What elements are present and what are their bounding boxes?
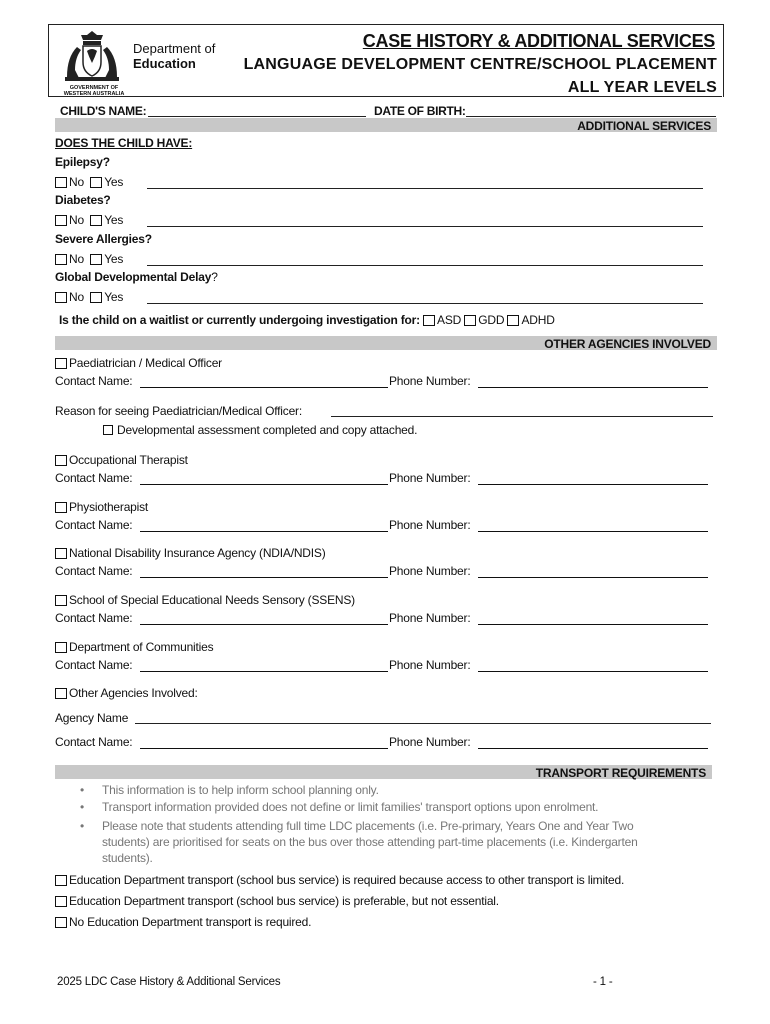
allergies-options: [55, 252, 123, 266]
no-label: No: [69, 175, 84, 189]
yes-label: Yes: [104, 290, 124, 304]
department-name: [133, 41, 215, 71]
department-line2: Education: [133, 56, 196, 71]
allergies-details-field[interactable]: [147, 265, 703, 266]
transport-bullet-3: [80, 819, 634, 834]
ot-phone-field[interactable]: [478, 484, 708, 485]
department-line1: Department of: [133, 41, 216, 56]
bullet-dot: •: [80, 800, 85, 814]
transport-option-required: [55, 873, 624, 887]
global-developmental-delay-label: [55, 270, 218, 284]
gdd-label-text: Global Developmental Delay: [55, 270, 212, 284]
transport-option-none: [55, 915, 311, 929]
diabetes-options: [55, 213, 123, 227]
does-child-have-heading: DOES THE CHILD HAVE:: [55, 136, 193, 150]
form-title: CASE HISTORY & ADDITIONAL SERVICES: [362, 31, 715, 51]
waitlist-row: [59, 313, 555, 327]
form-year-levels: ALL YEAR LEVELS: [567, 79, 717, 96]
adhd-label: ADHD: [521, 313, 555, 327]
paediatrician-item: [55, 356, 222, 370]
ot-contact-field[interactable]: [140, 484, 388, 485]
department-logo: [55, 29, 225, 97]
government-line2: WESTERN AUSTRALIA: [63, 91, 125, 97]
transport-option-preferable: [55, 894, 499, 908]
waitlist-question: Is the child on a waitlist or currently undergoing investigation for:: [59, 313, 420, 327]
physio-phone-label: Phone Number:: [389, 518, 471, 532]
child-name-label: CHILD'S NAME:: [60, 104, 147, 118]
ndia-contact-label: Contact Name:: [55, 564, 133, 578]
form-subtitle: LANGUAGE DEVELOPMENT CENTRE/SCHOOL PLACEMENT: [243, 56, 717, 73]
paediatrician-checkbox[interactable]: [55, 358, 67, 369]
ssens-contact-field[interactable]: [140, 624, 388, 625]
ndia-phone-field[interactable]: [478, 577, 708, 578]
transport-preferable-label: Education Department transport (school bus service) is preferable, but not essential.: [69, 894, 499, 908]
diabetes-no-checkbox[interactable]: [55, 215, 67, 226]
other-agencies-header: [55, 336, 717, 350]
transport-bullet-1: [80, 783, 379, 798]
physiotherapist-label: Physiotherapist: [69, 500, 149, 514]
additional-services-header: [55, 118, 717, 132]
bullet-text: Please note that students attending full time LDC placements (i.e. Pre-primary, Years One and Year Two: [102, 819, 634, 833]
paediatrician-contact-label: Contact Name:: [55, 374, 133, 388]
ssens-label: School of Special Educational Needs Sensory (SSENS): [69, 593, 355, 607]
other-agencies-label: Other Agencies Involved:: [69, 686, 198, 700]
severe-allergies-label: Severe Allergies?: [55, 232, 152, 246]
asd-label: ASD: [437, 313, 462, 327]
dev-assessment-item: [103, 423, 417, 437]
yes-label: Yes: [104, 175, 124, 189]
communities-item: [55, 640, 213, 654]
ssens-item: [55, 593, 355, 607]
no-label: No: [69, 252, 84, 266]
ndia-checkbox[interactable]: [55, 548, 67, 559]
gdd-options: [55, 290, 123, 304]
footer-page-number: - 1 -: [593, 976, 613, 988]
date-of-birth-label: DATE OF BIRTH:: [374, 104, 466, 118]
bullet-text: students) are prioritised for seats on the bus over those attending part-time placements (i.e. Kindergarten: [102, 835, 638, 849]
occupational-therapist-checkbox[interactable]: [55, 455, 67, 466]
ot-contact-label: Contact Name:: [55, 471, 133, 485]
physiotherapist-checkbox[interactable]: [55, 502, 67, 513]
communities-phone-field[interactable]: [478, 671, 708, 672]
other-contact-label: Contact Name:: [55, 735, 133, 749]
other-agencies-title: OTHER AGENCIES INVOLVED: [544, 337, 711, 351]
transport-required-label: Education Department transport (school bus service) is required because access to other transport is limited.: [69, 873, 625, 887]
paediatrician-label: Paediatrician / Medical Officer: [69, 356, 222, 370]
paediatrician-contact-field[interactable]: [140, 387, 388, 388]
coat-of-arms-icon: [59, 29, 125, 83]
epilepsy-yes-checkbox[interactable]: [90, 177, 102, 188]
ndia-phone-label: Phone Number:: [389, 564, 471, 578]
epilepsy-no-checkbox[interactable]: [55, 177, 67, 188]
bullet-dot: •: [80, 783, 85, 797]
ssens-phone-label: Phone Number:: [389, 611, 471, 625]
reason-label: Reason for seeing Paediatrician/Medical Officer:: [55, 404, 302, 418]
form-header: [48, 24, 724, 97]
transport-bullet-3-cont: [102, 835, 638, 850]
diabetes-yes-checkbox[interactable]: [90, 215, 102, 226]
bullet-text: This information is to help inform school planning only.: [102, 783, 379, 797]
communities-label: Department of Communities: [69, 640, 214, 654]
paediatrician-phone-field[interactable]: [478, 387, 708, 388]
adhd-checkbox[interactable]: [507, 315, 519, 326]
paediatrician-phone-label: Phone Number:: [389, 374, 471, 388]
gdd-no-checkbox[interactable]: [55, 292, 67, 303]
communities-checkbox[interactable]: [55, 642, 67, 653]
date-of-birth-field[interactable]: [466, 116, 716, 117]
allergies-yes-checkbox[interactable]: [90, 254, 102, 265]
ndia-label: National Disability Insurance Agency (NDIA/NDIS): [69, 546, 326, 560]
dev-assessment-label: Developmental assessment completed and copy attached.: [117, 423, 418, 437]
communities-phone-label: Phone Number:: [389, 658, 471, 672]
physio-phone-field[interactable]: [478, 531, 708, 532]
epilepsy-details-field[interactable]: [147, 188, 703, 189]
gdd-details-field[interactable]: [147, 303, 703, 304]
bullet-dot: •: [80, 819, 85, 833]
ssens-contact-label: Contact Name:: [55, 611, 133, 625]
agency-name-field[interactable]: [135, 723, 711, 724]
no-label: No: [69, 290, 84, 304]
ndia-contact-field[interactable]: [140, 577, 388, 578]
other-phone-label: Phone Number:: [389, 735, 471, 749]
other-contact-field[interactable]: [140, 748, 388, 749]
transport-preferable-checkbox[interactable]: [55, 896, 67, 907]
ssens-checkbox[interactable]: [55, 595, 67, 606]
gdd-waitlist-label: GDD: [478, 313, 505, 327]
diabetes-label: Diabetes?: [55, 193, 111, 207]
footer-document-title: 2025 LDC Case History & Additional Services: [57, 976, 281, 988]
ot-phone-label: Phone Number:: [389, 471, 471, 485]
ndia-item: [55, 546, 326, 560]
physio-contact-label: Contact Name:: [55, 518, 133, 532]
physio-contact-field[interactable]: [140, 531, 388, 532]
diabetes-details-field[interactable]: [147, 226, 703, 227]
transport-bullet-3-end: [102, 851, 153, 866]
child-details-bar: [48, 96, 722, 119]
gdd-waitlist-checkbox[interactable]: [464, 315, 476, 326]
occupational-therapist-item: [55, 453, 188, 467]
child-name-field[interactable]: [148, 116, 366, 117]
yes-label: Yes: [104, 213, 124, 227]
occupational-therapist-label: Occupational Therapist: [69, 453, 188, 467]
gdd-yes-checkbox[interactable]: [90, 292, 102, 303]
transport-title: TRANSPORT REQUIREMENTS: [535, 766, 706, 780]
transport-required-checkbox[interactable]: [55, 875, 67, 886]
yes-label: Yes: [104, 252, 124, 266]
dev-assessment-checkbox[interactable]: [103, 425, 113, 435]
transport-none-checkbox[interactable]: [55, 917, 67, 928]
additional-services-title: ADDITIONAL SERVICES: [577, 119, 711, 133]
other-agencies-checkbox[interactable]: [55, 688, 67, 699]
other-agencies-item: [55, 686, 198, 700]
government-line1: GOVERNMENT OF: [69, 85, 119, 91]
epilepsy-options: [55, 175, 123, 189]
communities-contact-field[interactable]: [140, 671, 388, 672]
epilepsy-label: Epilepsy?: [55, 155, 110, 169]
communities-contact-label: Contact Name:: [55, 658, 133, 672]
other-phone-field[interactable]: [478, 748, 708, 749]
transport-header: [55, 765, 712, 779]
bullet-text: Transport information provided does not define or limit families' transport options upon enrolment.: [102, 800, 599, 814]
bullet-text: students).: [102, 851, 153, 865]
transport-bullet-2: [80, 800, 599, 815]
allergies-no-checkbox[interactable]: [55, 254, 67, 265]
no-label: No: [69, 213, 84, 227]
ssens-phone-field[interactable]: [478, 624, 708, 625]
reason-field[interactable]: [331, 416, 713, 417]
asd-checkbox[interactable]: [423, 315, 435, 326]
gdd-label-suffix: ?: [211, 270, 218, 284]
transport-none-label: No Education Department transport is required.: [69, 915, 312, 929]
physiotherapist-item: [55, 500, 148, 514]
agency-name-label: Agency Name: [55, 711, 129, 725]
